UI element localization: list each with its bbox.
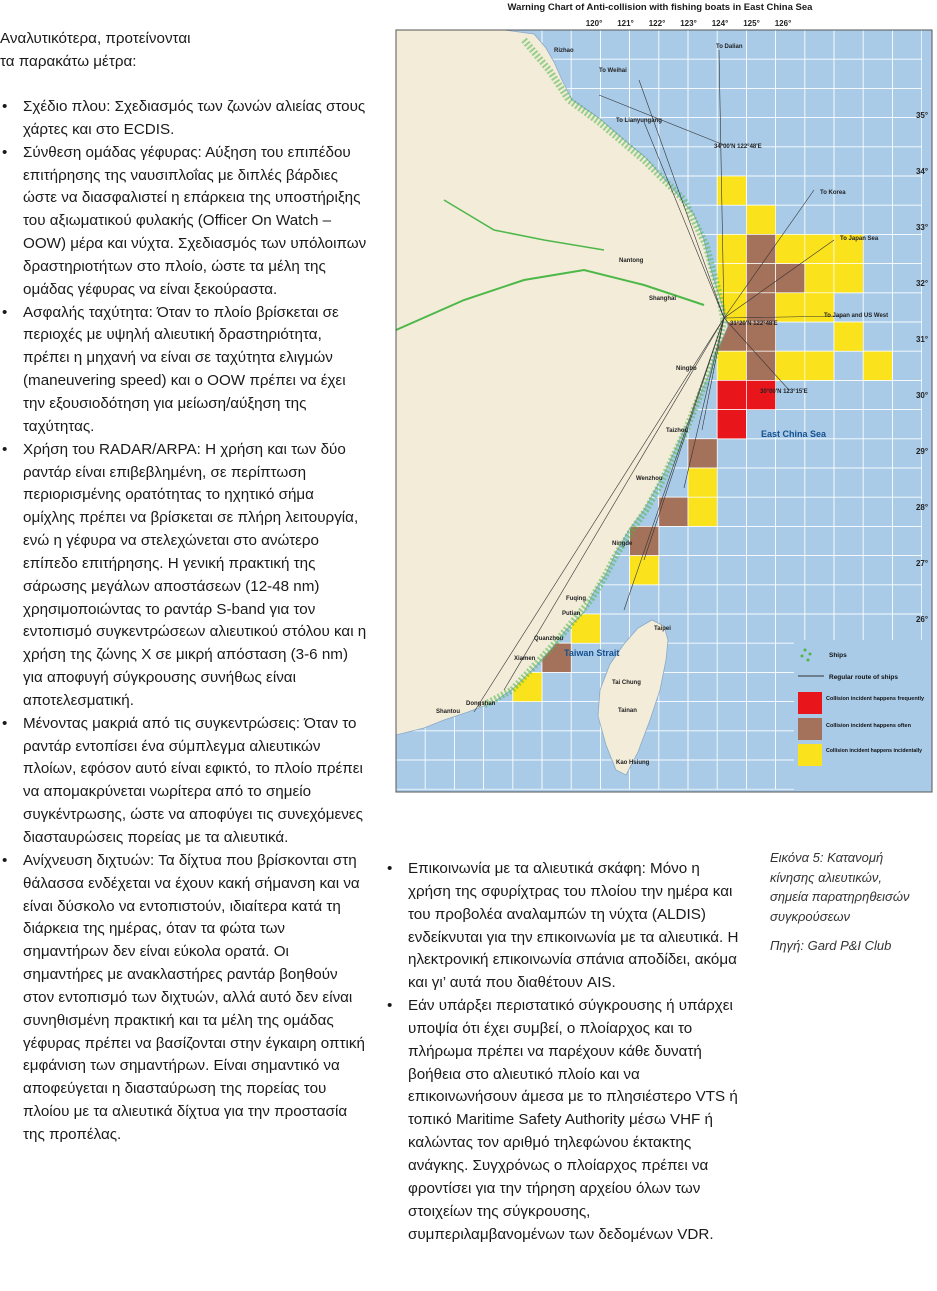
city-label: Dongshan xyxy=(466,701,496,707)
legend-incidental-swatch xyxy=(798,744,822,766)
longitude-label: 122° xyxy=(648,19,666,28)
legend-frequent-label: Collision incident happens frequently xyxy=(826,696,925,702)
city-label: Nantong xyxy=(619,258,644,264)
hazard-cell-incidental xyxy=(834,322,863,351)
city-label: Tai Chung xyxy=(612,680,641,686)
sea-label: East China Sea xyxy=(761,429,827,439)
legend-route-label: Regular route of ships xyxy=(829,674,898,681)
hazard-cell-incidental xyxy=(805,234,834,263)
map-legend xyxy=(794,640,930,790)
hazard-cell-incidental xyxy=(688,468,717,497)
longitude-label: 126° xyxy=(774,19,792,28)
city-label: Shanghai xyxy=(649,296,677,302)
city-label: Taizhou xyxy=(666,428,689,434)
latitude-label: 31° xyxy=(915,335,929,344)
map-title: Warning Chart of Anti-collision with fishing boats in East China Sea xyxy=(507,2,813,13)
city-label: Tainan xyxy=(618,708,637,714)
latitude-label: 27° xyxy=(915,559,929,568)
city-label: Taipei xyxy=(654,626,671,632)
caption-line: συγκρούσεων xyxy=(770,908,850,924)
hazard-cell-often xyxy=(746,234,775,263)
bullet-communication: • Επικοινωνία με τα αλιευτικά σκάφη: Μόνο η χρήση της σφυρίχτρας του πλοίου την ημέρα και του προβολέα αναλαμπών τη νύχτα (ALDIS) ενδείκνυται για την επικοινωνία με τα αλιευτικά. Η ηλεκτρονική επικοινωνία σπάνια αποδίδει, ακόμα και γι’ αυτά που διαθέτουν AIS. xyxy=(385,858,745,995)
hazard-cell-incidental xyxy=(834,264,863,293)
legend-frequent-swatch xyxy=(798,692,822,714)
map-canvas xyxy=(384,0,937,795)
bullet-radar-arpa: • Χρήση του RADAR/ARPA: Η χρήση και των δύο ραντάρ είναι επιβεβλημένη, σε περίπτωση περιορισμένης ορατότητας το ηχητικό σήμα ομίχλης πρέπει να βρίσκεται σε πλήρη λειτουργία, ενώ η γέφυρα να στελεχώνεται στο ανώτερο επίπεδο επιτήρησης. Η γενική πρακτική της σάρωσης μεγάλων αποστάσεων (12-48 nm) χρησιμοποιώντας το ραντάρ S-band για τον εντοπισμό συγκεντρώσεων αλιευτικού στόλου και η χρήση της ζώνης X σε μικρή απόσταση (3-6 nm) για αποφυγή σύγκρουσης συνήθως είναι αποτελεσματική. xyxy=(0,439,367,713)
city-label: Fuqing xyxy=(566,596,586,602)
hazard-cell-incidental xyxy=(746,205,775,234)
hazard-cell-incidental xyxy=(805,351,834,380)
route-label: To Lianyungang xyxy=(616,118,662,124)
legend-ships-label: Ships xyxy=(829,652,847,659)
longitude-label: 120° xyxy=(585,19,603,28)
bullet-collision-response: • Εάν υπάρξει περιστατικό σύγκρουσης ή υπάρχει υποψία ότι έχει συμβεί, ο πλοίαρχος και το πλήρωμα πρέπει να παρέχουν κάθε δυνατή βοήθεια στο αλιευτικό πλοίο και να επικοινωνήσουν άμεσα με το πλησιέστερο VTS ή τοπικό Maritime Safety Authority μέσω VHF ή καλώντας τον αριθμό τηλεφώνου έκτακτης ανάγκης. Συγχρόνως ο πλοίαρχος πρέπει να φροντίσει για την τήρηση αρχείου όλων των στοιχείων της σύγκρουσης, συμπεριλαμβανομένων των δεδομένων VDR. xyxy=(385,995,745,1246)
caption-line: Εικόνα 5: Κατανομή xyxy=(770,850,884,865)
latitude-label: 30° xyxy=(915,391,929,400)
longitude-label: 123° xyxy=(680,19,697,28)
legend-incidental-label: Collision incident happens incidentally xyxy=(826,748,922,754)
city-label: Rizhao xyxy=(554,48,574,54)
route-label: To Korea xyxy=(820,190,846,196)
bullet-keep-away: • Μένοντας μακριά από τις συγκεντρώσεις: Όταν το ραντάρ εντοπίσει ένα σύμπλεγμα αλιευτικών πλοίων, εφόσον αυτό είναι εφικτό, το πλοίο πρέπει να απομακρύνεται νωρίτερα από το σημείο συγκέντρωσης, ώστε να αποφύγει τις συνεχόμενες διασταυρώσεις πορείας με τα αλιευτικά. xyxy=(0,713,367,850)
hazard-cell-frequent xyxy=(746,380,775,409)
route-label: To Dalian xyxy=(716,44,743,50)
hazard-cell-incidental xyxy=(805,264,834,293)
right-bullet-list xyxy=(385,858,745,1246)
hazard-cell-incidental xyxy=(717,234,746,263)
bullet-safe-speed: • Ασφαλής ταχύτητα: Όταν το πλοίο βρίσκεται σε περιοχές με υψηλή αλιευτική δραστηριότητα, πρέπει η μηχανή να είναι σε ταχύτητα ελιγμών (maneuvering speed) και ο OOW πρέπει να έχει την εξουσιοδότηση για μείωση/αύξηση της ταχύτητας. xyxy=(0,302,367,439)
anti-collision-map xyxy=(384,0,937,795)
bullet-voyage-plan: • Σχέδιο πλου: Σχεδιασμός των ζωνών αλιείας στους χάρτες και στο ECDIS. xyxy=(0,96,367,142)
route-label: To Japan Sea xyxy=(840,236,879,242)
hazard-cell-incidental xyxy=(717,351,746,380)
figure-caption xyxy=(770,848,935,956)
hazard-cell-incidental xyxy=(688,497,717,526)
city-label: Kao Hsiung xyxy=(616,760,650,766)
city-label: Shantou xyxy=(436,709,460,715)
hazard-cell-often xyxy=(746,351,775,380)
hazard-cell-frequent xyxy=(717,410,746,439)
coordinate-label: 31°20'N 122°48'E xyxy=(730,321,778,327)
city-label: Putian xyxy=(562,611,581,617)
hazard-cell-frequent xyxy=(717,380,746,409)
bullet-bridge-team: • Σύνθεση ομάδας γέφυρας: Αύξηση του επιπέδου επιτήρησης της ναυσιπλοΐας με διπλές βάρδιες ώστε να διασφαλιστεί η επάρκεια της υποστήριξης του αξιωματικού φυλακής (Officer On Watch – OOW) μέρα και νύχτα. Σχεδιασμός των υπόλοιπων δραστηριοτήτων στο πλοίο, ώστε τα μέλη της ομάδας γέφυρας να είναι ξεκούραστα. xyxy=(0,142,367,302)
latitude-label: 33° xyxy=(915,223,929,232)
latitude-label: 26° xyxy=(915,615,929,624)
intro-paragraph xyxy=(0,28,360,73)
latitude-label: 29° xyxy=(915,447,929,456)
hazard-cell-incidental xyxy=(863,351,892,380)
legend-often-swatch xyxy=(798,718,822,740)
latitude-label: 32° xyxy=(915,279,929,288)
legend-box xyxy=(794,640,930,790)
legend-often-label: Collision incident happens often xyxy=(826,723,911,729)
coordinate-label: 30°00'N 123°15'E xyxy=(760,389,808,395)
city-label: Wenzhou xyxy=(636,476,663,482)
hazard-cell-often xyxy=(746,264,775,293)
route-label: To Weihai xyxy=(599,68,627,74)
route-label: To Japan and US West xyxy=(824,313,889,319)
left-bullet-list xyxy=(0,96,367,1147)
coordinate-label: 34°00'N 122°48'E xyxy=(714,144,762,150)
latitude-label: 34° xyxy=(915,167,929,176)
city-label: Ningde xyxy=(612,541,633,547)
longitude-label: 124° xyxy=(711,19,729,28)
caption-line: σημεία παρατηρηθεισών xyxy=(770,889,910,904)
hazard-cell-incidental xyxy=(717,264,746,293)
latitude-label: 28° xyxy=(915,503,929,512)
caption-source: Πηγή: Gard P&I Club xyxy=(770,938,892,953)
latitude-label: 35° xyxy=(915,111,929,120)
longitude-label: 121° xyxy=(617,19,634,28)
longitude-label: 125° xyxy=(743,19,760,28)
sea-label: Taiwan Strait xyxy=(564,648,620,658)
intro-line: τα παρακάτω μέτρα: xyxy=(0,52,137,70)
city-label: Quanzhou xyxy=(534,636,564,642)
city-label: Xiamen xyxy=(514,656,536,662)
city-label: Ningbo xyxy=(676,366,697,372)
hazard-cell-incidental xyxy=(776,293,805,322)
intro-line: Αναλυτικότερα, προτείνονται xyxy=(0,30,191,47)
caption-line: κίνησης αλιευτικών, xyxy=(770,869,882,885)
bullet-net-detection: • Ανίχνευση διχτυών: Τα δίχτυα που βρίσκονται στη θάλασσα ενδέχεται να έχουν κακή σήμανση και να είναι δύσκολο να εντοπιστούν, ιδιαίτερα κατά τη διάρκεια της ημέρας, όταν τα φώτα των σημαντήρων δεν είναι εύκολα ορατά. Οι σημαντήρες με ανακλαστήρες ραντάρ βοηθούν στον εντοπισμό των διχτυών, αλλά αυτό δεν είναι συνηθισμένη πρακτική και τα μέλη της ομάδας γέφυρας πρέπει να βασίζονται στην έγκαιρη οπτική εμφάνιση των σημαντήρων. Είναι σημαντικό να αποφεύγεται η διασταύρωση της πορείας του πλοίου με τα αλιευτικά δίχτυα για την προστασία της προπέλας. xyxy=(0,850,367,1147)
hazard-cell-incidental xyxy=(776,351,805,380)
